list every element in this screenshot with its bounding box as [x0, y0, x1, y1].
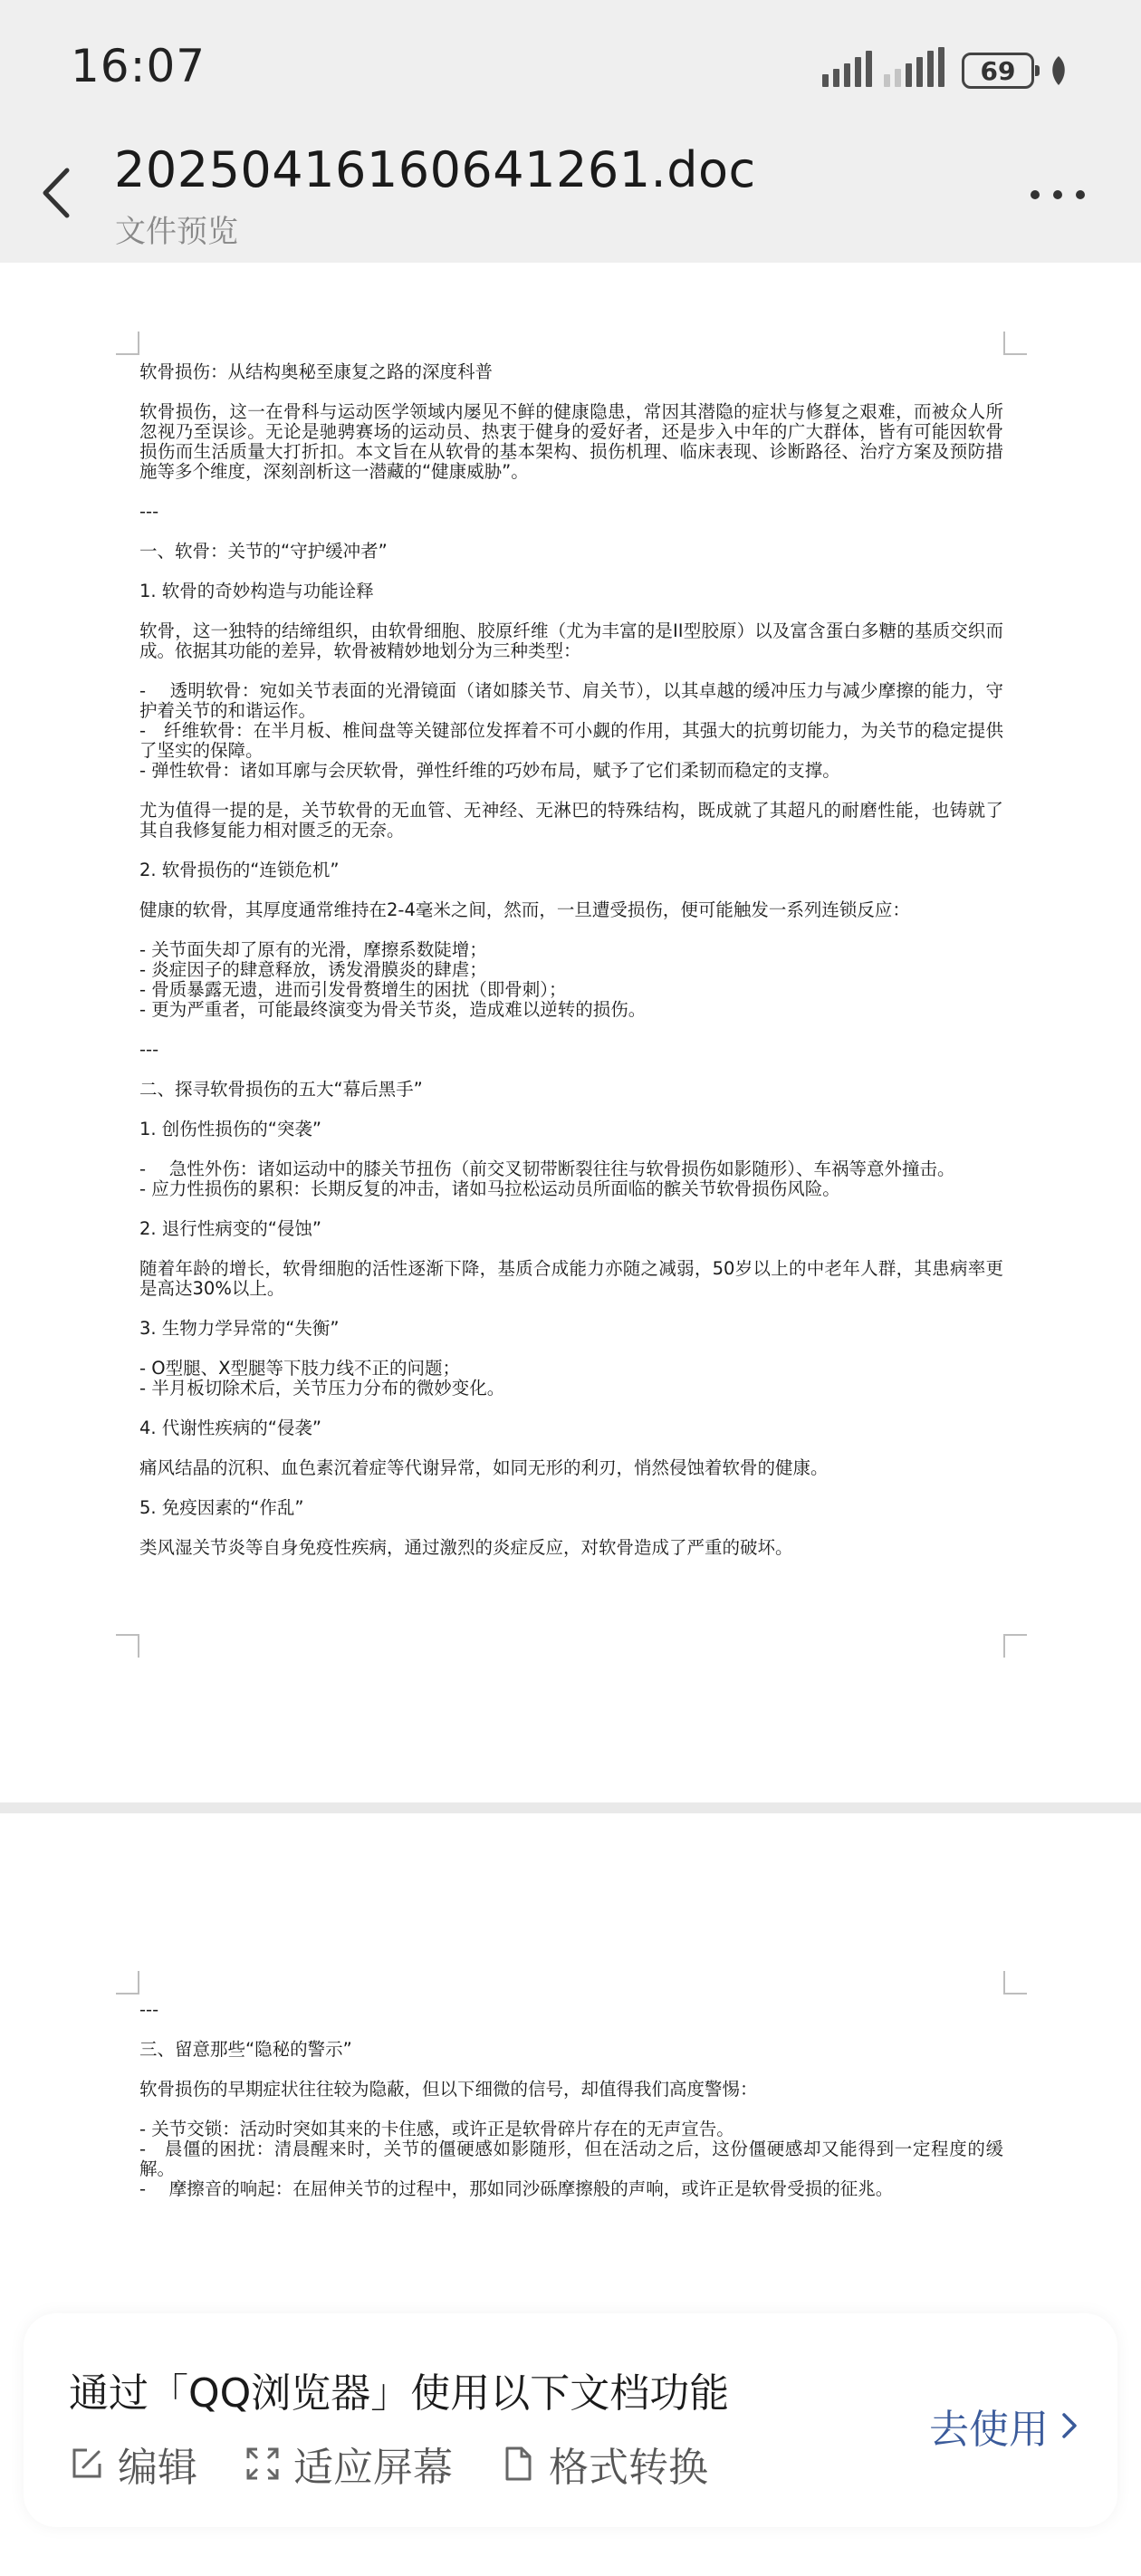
crop-mark [1003, 1971, 1027, 1994]
document-paragraph: 1. 软骨的奇妙构造与功能诠释 [139, 581, 374, 601]
document-paragraph: 2. 退行性病变的“侵蚀” [139, 1218, 322, 1239]
crop-mark [1003, 332, 1027, 355]
document-paragraph: --- [139, 1039, 159, 1060]
document-paragraph: - 骨质暴露无遗，进而引发骨赘增生的困扰（即骨刺）； [139, 979, 567, 1000]
document-paragraph: 二、探寻软骨损伤的五大“幕后黑手” [139, 1079, 423, 1100]
document-paragraph: - 弹性软骨：诸如耳廓与会厌软骨，弹性纤维的巧妙布局，赋予了它们柔韧而稳定的支撑。 [139, 760, 840, 781]
document-paragraph: 软骨损伤的早期症状往往较为隐蔽，但以下细微的信号，却值得我们高度警惕： [139, 2079, 758, 2100]
document-paragraph: - 急性外伤：诸如运动中的膝关节扭伤（前交叉韧带断裂往往与软骨损伤如影随形）、车祸等意外撞击。 [139, 1158, 955, 1179]
back-arrow-icon[interactable] [36, 161, 82, 225]
chevron-right-icon [1060, 2410, 1079, 2441]
document-paragraph: 4. 代谢性疾病的“侵袭” [139, 1418, 322, 1438]
page-1-text [139, 362, 1003, 1578]
document-paragraph: - 关节交锁：活动时突如其来的卡住感，或许正是软骨碎片存在的无声宣告。 [139, 2119, 734, 2139]
fit-screen-action[interactable] [244, 2435, 453, 2493]
document-paragraph: 类风湿关节炎等自身免疫性疾病，通过激烈的炎症反应，对软骨造成了严重的破坏。 [139, 1537, 793, 1558]
document-paragraph: 痛风结晶的沉积、血色素沉着症等代谢异常，如同无形的利刃，悄然侵蚀着软骨的健康。 [139, 1457, 829, 1478]
format-convert-action[interactable] [500, 2435, 708, 2493]
charging-leaf-icon [1049, 54, 1069, 87]
document-paragraph: 健康的软骨，其厚度通常维持在2-4毫米之间，然而，一旦遭受损伤，便可能触发一系列连锁反应： [139, 899, 910, 920]
document-paragraph: - 半月板切除术后，关节压力分布的微妙变化。 [139, 1378, 505, 1399]
page-2-text [139, 2000, 1003, 2199]
fit-screen-label: 适应屏幕 [293, 2445, 453, 2491]
fit-screen-icon [244, 2446, 281, 2482]
document-paragraph: 软骨损伤：从结构奥秘至康复之路的深度科普 [139, 361, 494, 382]
more-options-icon[interactable] [1031, 190, 1085, 203]
document-paragraph: 三、留意那些“隐秘的警示” [139, 2039, 352, 2060]
crop-mark [1003, 1634, 1027, 1658]
go-use-label: 去使用 [929, 2407, 1049, 2453]
battery-icon [962, 53, 1034, 89]
crop-mark [116, 1971, 139, 1994]
document-paragraph: - 关节面失却了原有的光滑，摩擦系数陡增； [139, 939, 487, 960]
document-page-1 [0, 263, 1141, 1802]
go-use-button[interactable] [929, 2397, 1079, 2455]
signal-strength-secondary-icon [884, 49, 944, 87]
document-paragraph: 2. 软骨损伤的“连锁危机” [139, 860, 340, 880]
document-title: 20250416160641261.doc [114, 141, 756, 198]
document-paragraph: 一、软骨：关节的“守护缓冲者” [139, 541, 388, 562]
signal-strength-icon [822, 49, 872, 87]
document-paragraph: --- [139, 1999, 159, 2020]
document-paragraph: 软骨损伤，这一在骨科与运动医学领域内屡见不鲜的健康隐患，常因其潜隐的症状与修复之艰难，而被众人所忽视乃至误诊。无论是驰骋赛场的运动员、热衷于健身的爱好者，还是步入中年的广大群体，皆有可能因软骨损伤而生活质量大打折扣。本文旨在从软骨的基本架构、损伤机理、临床表现、诊断路径、治疗方案及预防措施等多个维度，深刻剖析这一潜藏的“健康威胁”。 [139, 401, 1003, 482]
crop-mark [116, 1634, 139, 1658]
document-paragraph: - 摩擦音的响起：在屈伸关节的过程中，那如同沙砾摩擦般的声响，或许正是软骨受损的征兆。 [139, 2178, 894, 2199]
promo-title: 通过「QQ浏览器」使用以下文档功能 [69, 2370, 730, 2417]
document-paragraph: 1. 创伤性损伤的“突袭” [139, 1119, 322, 1139]
document-subtitle: 文件预览 [115, 214, 238, 250]
document-paragraph: 随着年龄的增长，软骨细胞的活性逐渐下降，基质合成能力亦随之减弱，50岁以上的中老年人群，其患病率更是高达30%以上。 [139, 1258, 1003, 1299]
edit-icon [69, 2446, 105, 2482]
status-bar [0, 0, 1141, 136]
document-paragraph: - 炎症因子的肆意释放，诱发滑膜炎的肆虐； [139, 959, 487, 980]
document-paragraph: - 更为严重者，可能最终演变为骨关节炎，造成难以逆转的损伤。 [139, 999, 647, 1020]
document-paragraph: - O型腿、X型腿等下肢力线不正的问题； [139, 1358, 460, 1379]
document-paragraph: - 纤维软骨：在半月板、椎间盘等关键部位发挥着不可小觑的作用，其强大的抗剪切能力，为关节的稳定提供了坚实的保障。 [139, 720, 1003, 761]
app-header [0, 136, 1141, 263]
document-viewer[interactable] [0, 263, 1141, 2576]
document-paragraph: 软骨，这一独特的结缔组织，由软骨细胞、胶原纤维（尤为丰富的是II型胶原）以及富含蛋白多糖的基质交织而成。依据其功能的差异，软骨被精妙地划分为三种类型： [139, 620, 1003, 661]
document-paragraph: 3. 生物力学异常的“失衡” [139, 1318, 340, 1339]
document-paragraph: - 应力性损伤的累积：长期反复的冲击，诸如马拉松运动员所面临的髌关节软骨损伤风险。 [139, 1178, 840, 1199]
format-convert-label: 格式转换 [549, 2445, 708, 2491]
document-paragraph: 尤为值得一提的是，关节软骨的无血管、无神经、无淋巴的特殊结构，既成就了其超凡的耐磨性能，也铸就了其自我修复能力相对匮乏的无奈。 [139, 800, 1003, 841]
file-icon [500, 2446, 536, 2482]
crop-mark [116, 332, 139, 355]
clock: 16:07 [71, 40, 206, 92]
document-paragraph: --- [139, 501, 159, 522]
edit-label: 编辑 [118, 2445, 197, 2491]
document-paragraph: - 晨僵的困扰：清晨醒来时，关节的僵硬感如影随形，但在活动之后，这份僵硬感却又能得到一定程度的缓解。 [139, 2139, 1003, 2179]
document-paragraph: - 透明软骨：宛如关节表面的光滑镜面（诸如膝关节、肩关节），以其卓越的缓冲压力与减少摩擦的能力，守护着关节的和谐运作。 [139, 680, 1003, 721]
document-paragraph: 5. 免疫因素的“作乱” [139, 1497, 304, 1518]
battery-level: 69 [980, 55, 1016, 86]
promo-actions [69, 2435, 708, 2493]
qq-browser-promo-card [24, 2313, 1117, 2527]
edit-action[interactable] [69, 2435, 197, 2493]
